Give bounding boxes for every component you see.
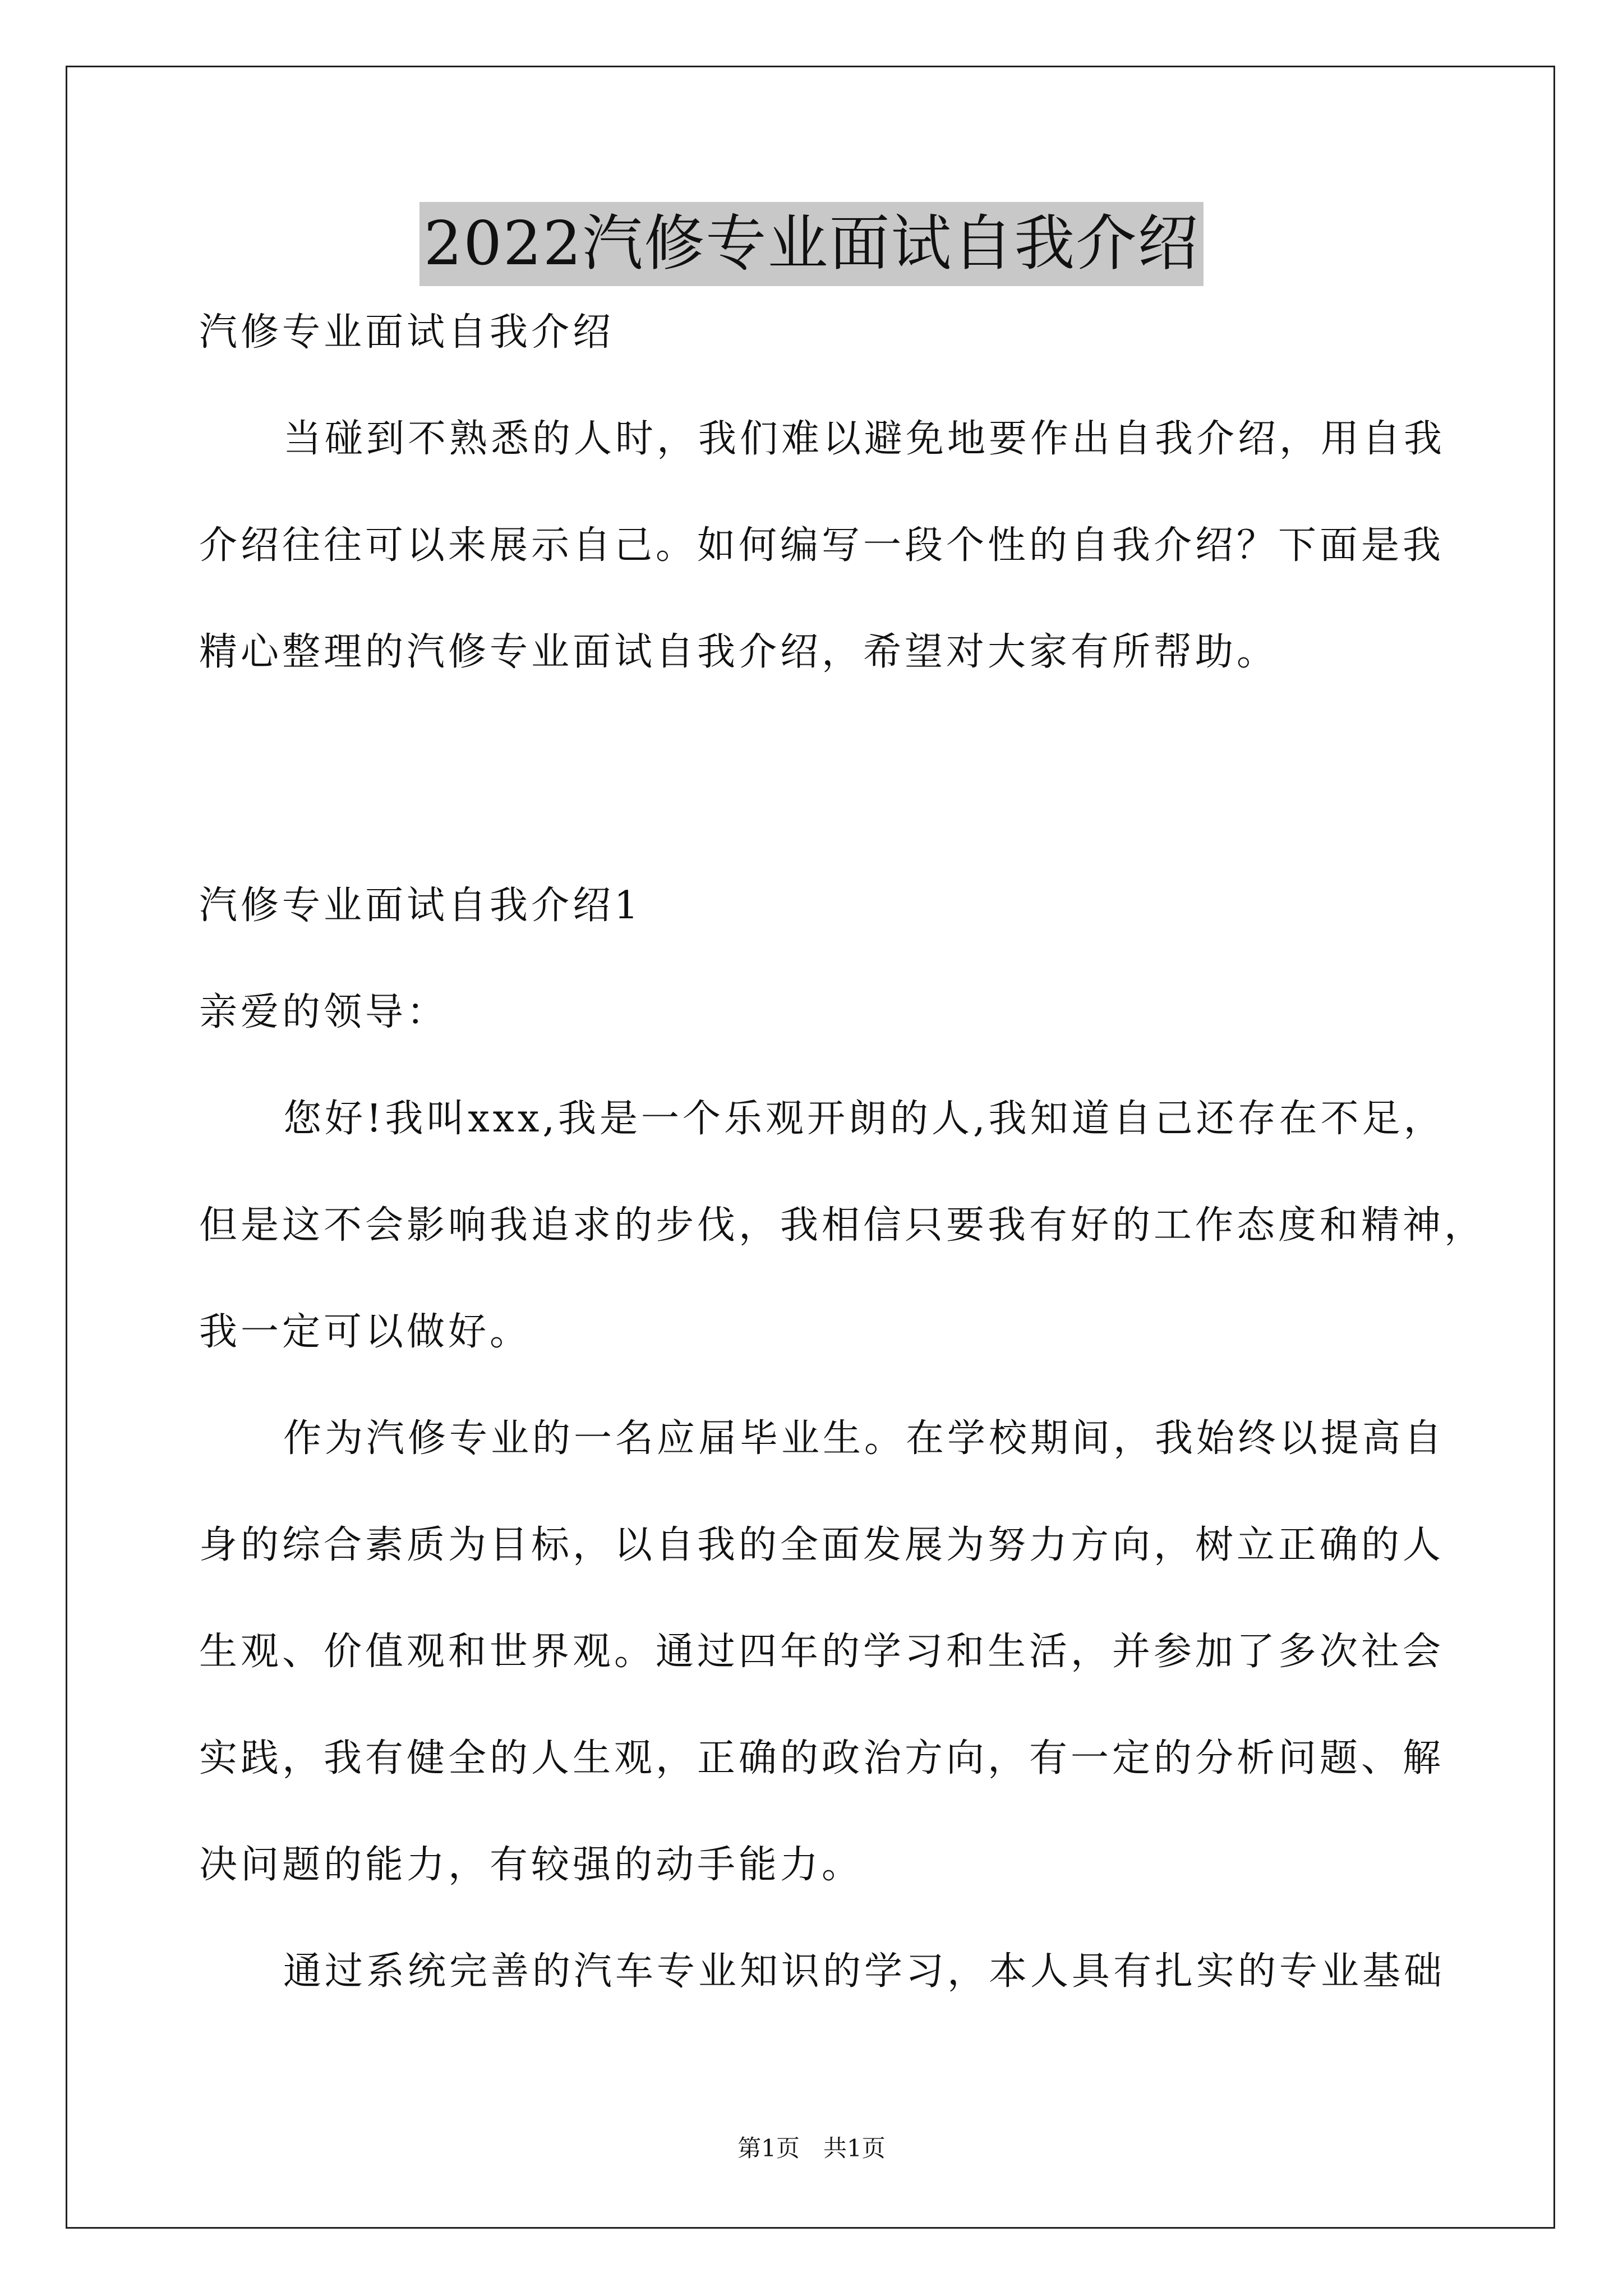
body-line: 亲爱的领导： bbox=[199, 990, 449, 1034]
body-line: 但是这不会影响我追求的步伐，我相信只要我有好的工作态度和精神， bbox=[199, 1203, 1486, 1248]
body-line: 通过系统完善的汽车专业知识的学习，本人具有扎实的专业基础 bbox=[283, 1949, 1446, 1994]
body-line: 实践，我有健全的人生观，正确的政治方向，有一定的分析问题、解 bbox=[199, 1736, 1445, 1780]
body-line: 您好!我叫xxx,我是一个乐观开朗的人,我知道自己还存在不足， bbox=[283, 1097, 1445, 1141]
body-line: 精心整理的汽修专业面试自我介绍，希望对大家有所帮助。 bbox=[199, 630, 1279, 674]
body-line: 我一定可以做好。 bbox=[199, 1310, 532, 1354]
body-line: 身的综合素质为目标，以自我的全面发展为努力方向，树立正确的人 bbox=[199, 1523, 1445, 1567]
body-line: 当碰到不熟悉的人时，我们难以避免地要作出自我介绍，用自我 bbox=[283, 417, 1446, 461]
page-footer: 第1页 共1页 bbox=[737, 2134, 886, 2162]
body-line: 作为汽修专业的一名应届毕业生。在学校期间，我始终以提高自 bbox=[283, 1416, 1446, 1461]
document-title: 2022汽修专业面试自我介绍 bbox=[419, 202, 1204, 286]
body-line: 决问题的能力，有较强的动手能力。 bbox=[199, 1843, 864, 1887]
page-border bbox=[66, 66, 1555, 2229]
body-line: 生观、价值观和世界观。通过四年的学习和生活，并参加了多次社会 bbox=[199, 1630, 1445, 1674]
body-line: 介绍往往可以来展示自己。如何编写一段个性的自我介绍？下面是我 bbox=[199, 523, 1445, 568]
title-container bbox=[0, 202, 1623, 286]
body-line: 汽修专业面试自我介绍 bbox=[199, 310, 615, 355]
body-line: 汽修专业面试自我介绍1 bbox=[199, 884, 642, 928]
